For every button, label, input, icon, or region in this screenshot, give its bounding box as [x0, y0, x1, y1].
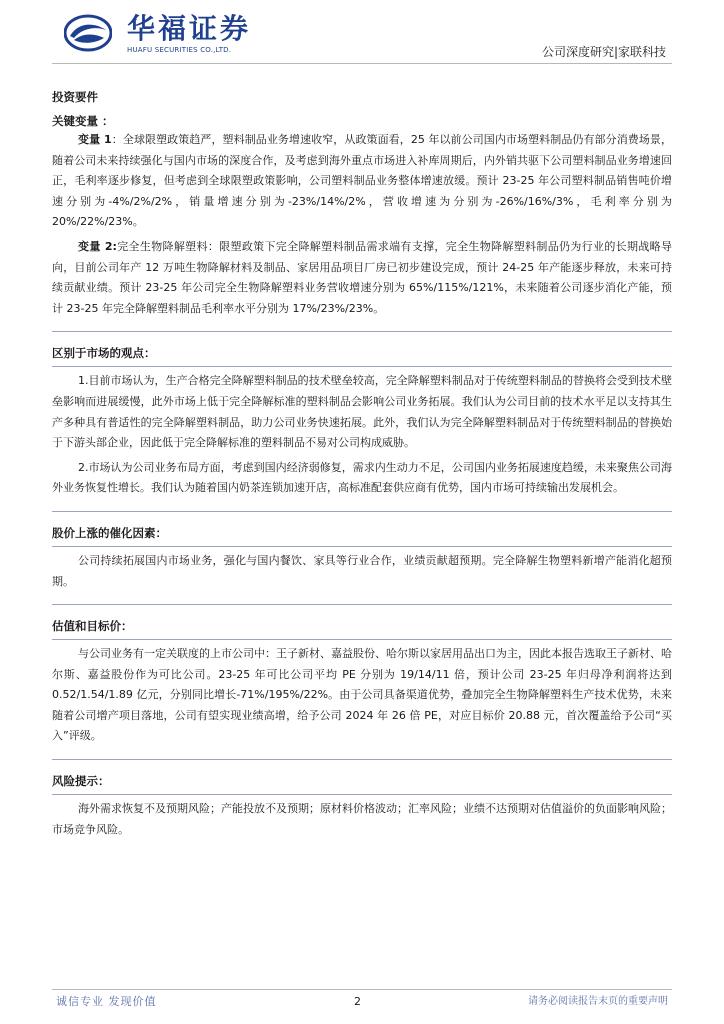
logo-english-name: HUAFU SECURITIES CO.,LTD.	[127, 46, 232, 54]
section-divider	[52, 794, 672, 795]
valuation-title: 估值和目标价：	[52, 619, 133, 634]
valuation-paragraph: 与公司业务有一定关联度的上市公司中：王子新材、嘉益股份、哈尔斯以家居用品出口为主，因此本报告选取王子新材、哈尔斯、嘉益股份作为可比公司。23-25 年可比公司平均 PE 分别为 19/14/11 倍，预计公司 23-25 年归母净利润将达到 0.52/1.54/1.89 亿元，分别同比增长-71%/195%/22%。由于公司具备渠道优势，叠加完全生物降解塑料生产技术优势，未来随着公司增产项目落地，公司有望实现业绩高增，给予公司 2024 年 26 倍 PE，对应目标价 20.88 元，首次覆盖给予公司“买入”评级。	[52, 647, 672, 743]
differing-views-title: 区别于市场的观点：	[52, 346, 156, 361]
differing-view-2: 2.市场认为公司业务布局方面，考虑到国内经济弱修复，需求内生动力不足，公司国内业务拓展速度趋缓，未来聚焦公司海外业务恢复性增长。我们认为随着国内奶茶连锁加速开店，高标准配套供应商有优势，国内市场可持续输出发展机会。	[52, 460, 672, 495]
risk-paragraph: 海外需求恢复不及预期风险；产能投放不及预期；原材料价格波动；汇率风险；业绩不达预期对估值溢价的负面影响风险；市场竞争风险。	[52, 802, 672, 836]
section-divider	[52, 546, 672, 547]
huafu-logo-icon	[64, 14, 112, 52]
section-divider	[52, 366, 672, 367]
differing-view-1: 1.目前市场认为，生产合格完全降解塑料制品的技术壁垒较高，完全降解塑料制品对于传统塑料制品的替换将会受到技术壁垒影响而进展缓慢，此外市场上低于完全降解标准的塑料制品会影响公司业务拓展。我们认为公司目前的技术水平足以支持其生产多种具有普适性的完全降解塑料制品，助力公司业务快速拓展。此外，我们认为完全降解塑料制品对于传统塑料制品的替换始于下游头部企业，因此低于完全降解标准的塑料制品不易对公司构成威胁。	[52, 374, 672, 450]
variable-2-paragraph	[52, 237, 672, 319]
section-divider	[52, 604, 672, 605]
section-divider	[52, 759, 672, 760]
footer-slogan: 诚信专业 发现价值	[56, 995, 157, 1008]
report-type-label: 公司深度研究|家联科技	[541, 45, 666, 59]
logo-chinese-name: 华福证券	[127, 12, 252, 45]
variable-2-label: 变量 2:	[78, 239, 117, 253]
key-variables-title: 关键变量 ：	[52, 114, 114, 128]
catalysts-title: 股价上涨的催化因素：	[52, 525, 167, 540]
header-divider	[52, 63, 672, 64]
variable-1-paragraph	[52, 130, 672, 233]
variable-1-text: ：全球限塑政策趋严，塑料制品业务增速收窄，从政策面看，25 年以前公司国内市场塑料制品仍有部分消费场景，随着公司未来持续强化与国内市场的深度合作，及考虑到海外重点市场进入补库周期后，内外销共驱下公司塑料制品业务增速回正，毛利率逐步修复，但考虑到全球限塑政策影响，公司塑料制品业务整体增速放缓。预计 23-25 年公司塑料制品销售吨价增速分别为-4%/2%/2%，销量增速分别为-23%/14%/2%，营收增速为分别为-26%/16%/3%，毛利率分别为 20%/22%/23%。	[52, 133, 672, 229]
section-divider	[52, 331, 672, 332]
investment-title: 投资要件	[52, 90, 98, 104]
variable-2-text: 完全生物降解塑料：限塑政策下完全降解塑料制品需求端有支撑，完全生物降解塑料制品仍为行业的长期战略导向，目前公司年产 12 万吨生物降解材料及制品、家居用品项目厂房已初步建设完成，预计 24-25 年产能逐步释放，未来可持续贡献业绩。预计 23-25 年公司完全生物降解塑料业务营收增速分别为 65%/115%/121%，未来随着公司逐步消化产能，预计 23-25 年完全降解塑料制品毛利率水平分别为 17%/23%/23%。	[52, 239, 672, 315]
footer-divider	[52, 989, 672, 990]
variable-1-label: 变量 1	[78, 133, 112, 146]
section-divider	[52, 639, 672, 640]
main-content	[52, 88, 672, 840]
page-header	[0, 0, 724, 70]
page-number: 2	[354, 995, 361, 1008]
catalysts-paragraph: 公司持续拓展国内市场业务，强化与国内餐饮、家具等行业合作，业绩贡献超预期。完全降解生物塑料新增产能消化超预期。	[52, 553, 672, 588]
risk-title: 风险提示：	[52, 774, 110, 789]
section-divider	[52, 511, 672, 512]
footer-disclaimer: 请务必阅读报告末页的重要声明	[528, 996, 668, 1007]
